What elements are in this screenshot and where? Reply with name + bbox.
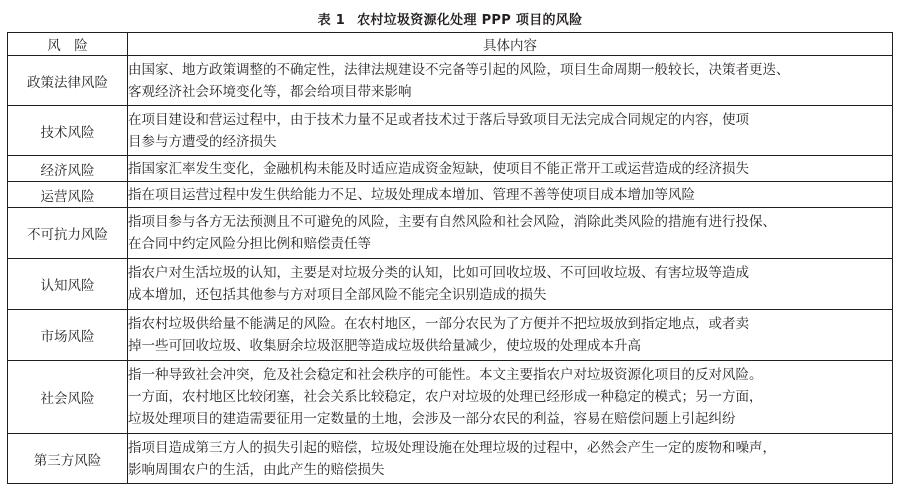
table-row — [8, 310, 893, 361]
risk-content — [128, 56, 893, 106]
table-row — [8, 156, 893, 182]
risk-name: 市场风险 — [8, 310, 128, 361]
content-line: 指农户对生活垃圾的认知，主要是对垃圾分类的认知，比如可回收垃圾、不可回收垃圾、有害垃圾等造成 — [128, 265, 749, 281]
risk-name: 第三方风险 — [8, 434, 128, 484]
content-line: 成本增加，还包括其他参与方对项目全部风险不能完全识别造成的损失 — [128, 287, 547, 303]
risk-name: 技术风险 — [8, 106, 128, 156]
content-line: 在合同中约定风险分担比例和赔偿责任等 — [128, 236, 371, 252]
content-line: 在项目建设和营运过程中，由于技术力量不足或者技术过于落后导致项目无法完成合同规定的内容，使项 — [128, 111, 749, 128]
table-number: 表 1 — [317, 13, 346, 28]
risk-content — [128, 434, 893, 484]
content-line: 指项目参与各方无法预测且不可避免的风险，主要有自然风险和社会风险，消除此类风险的措施有进行投保、 — [128, 214, 776, 230]
table-caption — [0, 9, 900, 28]
table-row — [8, 56, 893, 106]
risk-name: 运营风险 — [8, 182, 128, 208]
header-row — [8, 33, 893, 56]
table-row — [8, 106, 893, 156]
table-title: 农村垃圾资源化处理 PPP 项目的风险 — [357, 13, 583, 28]
risk-content — [128, 208, 893, 259]
content-line: 指一种导致社会冲突，危及社会稳定和社会秩序的可能性。本文主要指农户对垃圾资源化项目的反对风险。 — [128, 367, 763, 383]
risk-content — [128, 259, 893, 310]
content-line: 掉一些可回收垃圾、收集厨余垃圾沤肥等造成垃圾供给量减少，使垃圾的处理成本升高 — [128, 338, 641, 354]
header-content: 具体内容 — [128, 33, 893, 56]
risk-name: 认知风险 — [8, 259, 128, 310]
table-row — [8, 208, 893, 259]
content-line: 指国家汇率发生变化，金融机构未能及时适应造成资金短缺，使项目不能正常开工或运营造成的经济损失 — [128, 160, 749, 177]
content-line: 客观经济社会环境变化等，都会给项目带来影响 — [128, 83, 412, 100]
risk-content — [128, 156, 893, 182]
risk-name: 政策法律风险 — [8, 56, 128, 106]
content-line: 影响周围农户的生活，由此产生的赔偿损失 — [128, 461, 385, 478]
content-line: 指在项目运营过程中发生供给能力不足、垃圾处理成本增加、管理不善等使项目成本增加等风险 — [128, 186, 695, 203]
risk-content — [128, 106, 893, 156]
table-row — [8, 361, 893, 434]
content-line: 指农村垃圾供给量不能满足的风险。在农村地区，一部分农民为了方便并不把垃圾放到指定地点，或者卖 — [128, 316, 749, 332]
risk-name: 不可抗力风险 — [8, 208, 128, 259]
content-line: 一方面，农村地区比较闭塞，社会关系比较稳定，农户对垃圾的处理已经形成一种稳定的模式；另一方面， — [128, 389, 763, 405]
risk-table — [7, 32, 893, 484]
risk-name: 社会风险 — [8, 361, 128, 434]
content-line: 由国家、地方政策调整的不确定性，法律法规建设不完备等引起的风险，项目生命周期一般较长，决策者更迭、 — [128, 61, 790, 78]
table-row — [8, 434, 893, 484]
risk-content — [128, 361, 893, 434]
risk-content — [128, 182, 893, 208]
risk-name: 经济风险 — [8, 156, 128, 182]
content-line: 垃圾处理项目的建造需要征用一定数量的土地，会涉及一部分农民的利益，容易在赔偿问题上引起纠纷 — [128, 411, 736, 427]
table-row — [8, 182, 893, 208]
content-line: 目参与方遭受的经济损失 — [128, 133, 277, 150]
header-risk: 风 险 — [8, 33, 128, 56]
table-row — [8, 259, 893, 310]
risk-content — [128, 310, 893, 361]
content-line: 指项目造成第三方人的损失引起的赔偿，垃圾处理设施在处理垃圾的过程中，必然会产生一定的废物和噪声， — [128, 439, 776, 456]
